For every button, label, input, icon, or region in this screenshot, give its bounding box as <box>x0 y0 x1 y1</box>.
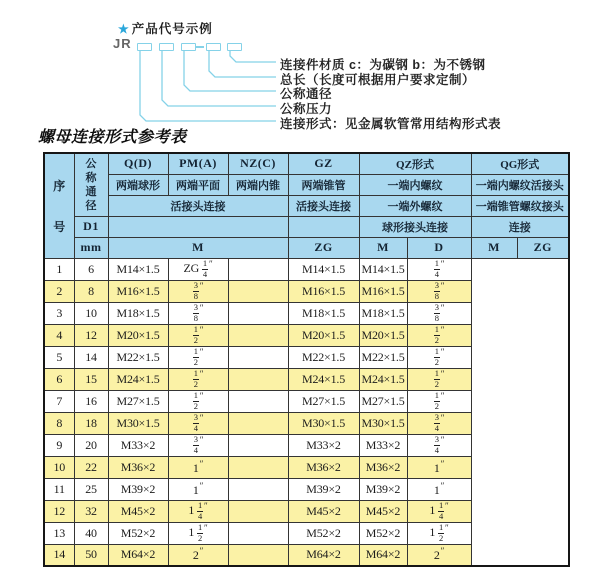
header-col-qg: QG形式 <box>471 153 569 174</box>
cell-qg-zg: 2″ <box>407 544 471 566</box>
cell-qg-zg: $\frac{3}{4}$ ″ <box>407 434 471 456</box>
cell-qg-zg: $\frac{1}{2}$ ″ <box>407 346 471 368</box>
table-row <box>44 522 569 544</box>
cell-qz-m <box>228 390 288 412</box>
nut-connection-reference-table <box>43 152 570 567</box>
cell-m: M24×1.5 <box>108 368 168 390</box>
cell-no: 13 <box>44 522 74 544</box>
cell-qz-m <box>228 258 288 280</box>
header-seq <box>44 153 74 258</box>
cell-qg-m: M39×2 <box>359 478 407 500</box>
cell-qg-zg: $\frac{1}{2}$ ″ <box>407 324 471 346</box>
cell-dn: 32 <box>74 500 108 522</box>
cell-no: 9 <box>44 434 74 456</box>
cell-qg-m: M45×2 <box>359 500 407 522</box>
table-row <box>44 258 569 280</box>
header-col-q: Q(D) <box>108 153 168 174</box>
cell-qz-d: M39×2 <box>288 478 359 500</box>
header-col-nz: NZ(C) <box>228 153 288 174</box>
table-row <box>44 412 569 434</box>
cell-dn: 18 <box>74 412 108 434</box>
cell-gz: 1 $\frac{1}{4}$ ″ <box>168 500 228 522</box>
cell-qz-d: M24×1.5 <box>288 368 359 390</box>
cell-qz-d: M33×2 <box>288 434 359 456</box>
cell-gz: $\frac{3}{4}$ ″ <box>168 412 228 434</box>
callout-label-pressure: 公称压力 <box>280 102 333 116</box>
cell-qg-m: M24×1.5 <box>359 368 407 390</box>
header-blank-gz <box>288 216 359 237</box>
cell-m: M36×2 <box>108 456 168 478</box>
cell-m: M30×1.5 <box>108 412 168 434</box>
cell-qg-m: M33×2 <box>359 434 407 456</box>
cell-m: M18×1.5 <box>108 302 168 324</box>
header-col-gz: GZ <box>288 153 359 174</box>
table-row <box>44 302 569 324</box>
cell-gz: ZG $\frac{1}{4}$ ″ <box>168 258 228 280</box>
cell-dn: 12 <box>74 324 108 346</box>
cell-qg-m: M22×1.5 <box>359 346 407 368</box>
table-row <box>44 346 569 368</box>
cell-qg-m: M16×1.5 <box>359 280 407 302</box>
cell-dn: 20 <box>74 434 108 456</box>
header-qg-zg-label: ZG <box>517 237 569 258</box>
table-row <box>44 280 569 302</box>
cell-qz-d: M20×1.5 <box>288 324 359 346</box>
header-nz-sub: 两端内锥 <box>228 174 288 195</box>
cell-no: 2 <box>44 280 74 302</box>
cell-m: M39×2 <box>108 478 168 500</box>
cell-qz-d: M45×2 <box>288 500 359 522</box>
cell-dn: 16 <box>74 390 108 412</box>
header-m-join: 活接头连接 <box>108 195 288 216</box>
cell-qg-zg: 1 $\frac{1}{4}$ ″ <box>407 500 471 522</box>
header-qz-m-label: M <box>359 237 407 258</box>
header-dn <box>74 153 108 216</box>
table-row <box>44 478 569 500</box>
cell-gz: $\frac{1}{2}$ ″ <box>168 390 228 412</box>
header-gz-join: 活接头连接 <box>288 195 359 216</box>
header-gz-sub: 两端锥管 <box>288 174 359 195</box>
callout-label-material: 连接件材质 c：为碳钢 b：为不锈钢 <box>280 58 486 72</box>
product-code-example-text: 产品代号示例 <box>131 22 213 36</box>
cell-qz-m <box>228 478 288 500</box>
callout-label-connection: 连接形式：见金属软管常用结构形式表 <box>280 117 502 131</box>
callout-label-dn: 公称通径 <box>280 87 333 101</box>
header-dn-text: 公 称 通 径 <box>85 157 97 212</box>
star-icon: ★ <box>118 22 130 36</box>
header-m-label: M <box>108 237 288 258</box>
cell-gz: $\frac{1}{2}$ ″ <box>168 368 228 390</box>
cell-m: M27×1.5 <box>108 390 168 412</box>
cell-m: M33×2 <box>108 434 168 456</box>
cell-no: 4 <box>44 324 74 346</box>
cell-gz: 1″ <box>168 478 228 500</box>
cell-qg-m: M36×2 <box>359 456 407 478</box>
header-qg-m-label: M <box>471 237 517 258</box>
cell-gz: $\frac{1}{2}$ ″ <box>168 346 228 368</box>
header-qg-join: 连接 <box>471 216 569 237</box>
cell-qg-zg: $\frac{3}{8}$ ″ <box>407 302 471 324</box>
cell-no: 6 <box>44 368 74 390</box>
cell-qz-d: M36×2 <box>288 456 359 478</box>
cell-qz-m <box>228 434 288 456</box>
cell-gz: 1 $\frac{1}{2}$ ″ <box>168 522 228 544</box>
table-header <box>44 153 569 258</box>
header-qz-sub2: 一端外螺纹 <box>359 195 471 216</box>
header-qz-join: 球形接头连接 <box>359 216 471 237</box>
cell-m: M14×1.5 <box>108 258 168 280</box>
table-row <box>44 324 569 346</box>
cell-dn: 22 <box>74 456 108 478</box>
cell-no: 12 <box>44 500 74 522</box>
cell-qz-m <box>228 302 288 324</box>
cell-qz-m <box>228 324 288 346</box>
header-col-qz: QZ形式 <box>359 153 471 174</box>
cell-qg-m: M64×2 <box>359 544 407 566</box>
callout-label-length: 总长（长度可根据用户要求定制） <box>280 73 476 87</box>
cell-no: 1 <box>44 258 74 280</box>
cell-qz-m <box>228 456 288 478</box>
table-row <box>44 368 569 390</box>
header-blank-m <box>108 216 288 237</box>
cell-qz-m <box>228 544 288 566</box>
cell-qz-d: M22×1.5 <box>288 346 359 368</box>
cell-no: 7 <box>44 390 74 412</box>
header-d1: D1 <box>74 216 108 237</box>
header-q-sub: 两端球形 <box>108 174 168 195</box>
cell-m: M52×2 <box>108 522 168 544</box>
cell-dn: 15 <box>74 368 108 390</box>
cell-no: 8 <box>44 412 74 434</box>
cell-qz-d: M18×1.5 <box>288 302 359 324</box>
cell-qg-zg: 1″ <box>407 478 471 500</box>
cell-no: 5 <box>44 346 74 368</box>
cell-qg-zg: $\frac{1}{2}$ ″ <box>407 368 471 390</box>
cell-m: M45×2 <box>108 500 168 522</box>
cell-dn: 50 <box>74 544 108 566</box>
cell-gz: $\frac{3}{8}$ ″ <box>168 280 228 302</box>
cell-qz-m <box>228 368 288 390</box>
cell-qz-m <box>228 346 288 368</box>
header-qz-sub1: 一端内螺纹 <box>359 174 471 195</box>
cell-qg-m: M30×1.5 <box>359 412 407 434</box>
cell-qz-m <box>228 500 288 522</box>
cell-qg-zg: $\frac{1}{2}$ ″ <box>407 390 471 412</box>
cell-qz-d: M27×1.5 <box>288 390 359 412</box>
cell-m: M64×2 <box>108 544 168 566</box>
table-row <box>44 544 569 566</box>
cell-dn: 25 <box>74 478 108 500</box>
cell-qg-zg: 1 $\frac{1}{2}$ ″ <box>407 522 471 544</box>
cell-qg-m: M18×1.5 <box>359 302 407 324</box>
cell-no: 14 <box>44 544 74 566</box>
cell-dn: 8 <box>74 280 108 302</box>
cell-m: M22×1.5 <box>108 346 168 368</box>
header-qg-sub1: 一端内螺纹活接头 <box>471 174 569 195</box>
table-row <box>44 500 569 522</box>
cell-no: 3 <box>44 302 74 324</box>
table-title: 螺母连接形式参考表 <box>38 129 187 146</box>
table-row <box>44 434 569 456</box>
cell-qg-zg: $\frac{3}{8}$ ″ <box>407 280 471 302</box>
cell-qg-zg: $\frac{1}{4}$ ″ <box>407 258 471 280</box>
cell-qg-m: M27×1.5 <box>359 390 407 412</box>
header-col-pm: PM(A) <box>168 153 228 174</box>
table-body <box>44 258 569 566</box>
cell-qz-d: M16×1.5 <box>288 280 359 302</box>
header-mm: mm <box>74 237 108 258</box>
cell-qg-m: M52×2 <box>359 522 407 544</box>
cell-gz: $\frac{3}{8}$ ″ <box>168 302 228 324</box>
cell-qz-m <box>228 280 288 302</box>
cell-dn: 14 <box>74 346 108 368</box>
header-zg-label: ZG <box>288 237 359 258</box>
cell-qz-d: M52×2 <box>288 522 359 544</box>
cell-qz-m <box>228 412 288 434</box>
cell-m: M20×1.5 <box>108 324 168 346</box>
cell-no: 11 <box>44 478 74 500</box>
cell-qg-m: M14×1.5 <box>359 258 407 280</box>
cell-dn: 10 <box>74 302 108 324</box>
cell-dn: 40 <box>74 522 108 544</box>
header-qg-sub2: 一端锥管螺纹接头 <box>471 195 569 216</box>
table-row <box>44 456 569 478</box>
cell-m: M16×1.5 <box>108 280 168 302</box>
cell-qg-m: M20×1.5 <box>359 324 407 346</box>
cell-gz: $\frac{1}{2}$ ″ <box>168 324 228 346</box>
table-row <box>44 390 569 412</box>
cell-gz: $\frac{3}{4}$ ″ <box>168 434 228 456</box>
cell-qz-d: M64×2 <box>288 544 359 566</box>
cell-gz: 2″ <box>168 544 228 566</box>
product-code-prefix: JR <box>113 36 132 51</box>
cell-dn: 6 <box>74 258 108 280</box>
header-qz-d-label: D <box>407 237 471 258</box>
cell-gz: 1″ <box>168 456 228 478</box>
header-seq-text: 序 号 <box>53 178 66 234</box>
header-pm-sub: 两端平面 <box>168 174 228 195</box>
cell-qz-m <box>228 522 288 544</box>
cell-qg-zg: 1″ <box>407 456 471 478</box>
cell-qz-d: M30×1.5 <box>288 412 359 434</box>
cell-no: 10 <box>44 456 74 478</box>
cell-qz-d: M14×1.5 <box>288 258 359 280</box>
cell-qg-zg: $\frac{3}{4}$ ″ <box>407 412 471 434</box>
